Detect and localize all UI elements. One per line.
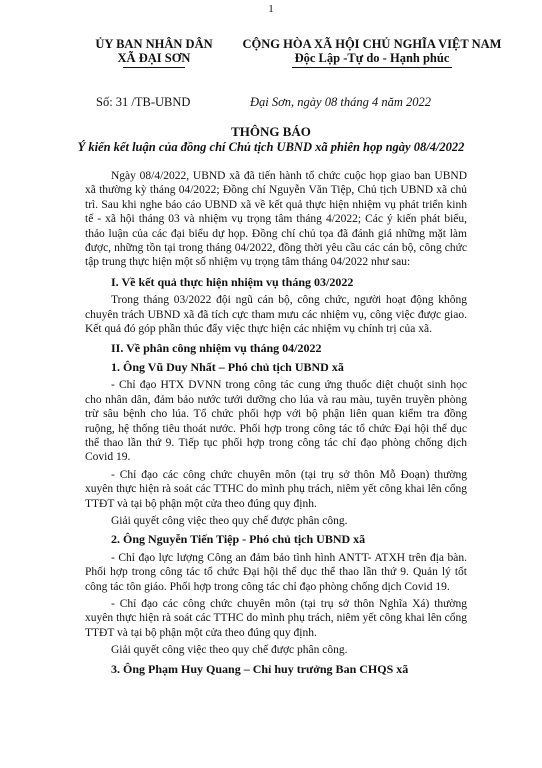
authority-name: ỦY BAN NHÂN DÂN (95, 37, 213, 51)
person-heading: 1. Ông Vũ Duy Nhất – Phó chủ tịch UBND xã (111, 359, 344, 374)
country-name: CỘNG HÒA XÃ HỘI CHỦ NGHĨA VIỆT NAM (242, 37, 502, 51)
section-paragraph: Trong tháng 03/2022 đội ngũ cán bộ, công chức, người hoạt động không chuyên trách UBND xã đã tích cực tham mưu các nhiệm vụ, công việc được giao. Kết quả đó góp phần thúc đẩy việc thực hiện các nhiệm vụ chính trị của xã. (85, 294, 467, 336)
task-paragraph: - Chỉ đạo HTX DVNN trong công tác cung ứng thuốc diệt chuột sinh học cho nhân dân, đảm bảo nước tưới dưỡng cho lúa và rau màu, tuyên truyền phòng trừ sâu bệnh cho lúa. Tổ chức phối hợp với bộ phận liên quan kiểm tra đồng ruộng, hệ thống tiêu thoát nước. Phối hợp trong công tác tổ chức Đại hội thể dục thể thao lần thứ 9. Tiếp tục phối hợp trong công tác chỉ đạo phòng chống dịch Covid 19. (85, 379, 467, 464)
page-number: 1 (268, 3, 274, 15)
person-heading: 3. Ông Phạm Huy Quang – Chỉ huy trưởng Ban CHQS xã (111, 661, 409, 676)
commune-name: XÃ ĐẠI SƠN (117, 51, 191, 65)
section-heading: I. Về kết quả thực hiện nhiệm vụ tháng 03/2022 (111, 274, 354, 289)
document-title: THÔNG BÁO (231, 124, 311, 139)
document-subtitle: Ý kiến kết luận của đồng chí Chủ tịch UBND xã phiên họp ngày 08/4/2022 (77, 140, 465, 154)
document-number: Số: 31 /TB-UBND (96, 95, 191, 109)
divider (123, 67, 185, 68)
person-heading: 2. Ông Nguyễn Tiến Tiệp - Phó chủ tịch UBND xã (111, 532, 366, 547)
document-date: Đại Sơn, ngày 08 tháng 4 năm 2022 (250, 95, 431, 109)
issuing-authority (74, 37, 234, 68)
task-paragraph: - Chỉ đạo lực lượng Công an đảm bảo tình hình ANTT- ATXH trên địa bàn. Phối hợp trong công tác tổ chức Đại hội thể dục thể thao lần thứ 9. Quản lý tốt công tác tôn giáo. Phối hợp trong công tác chỉ đạo phòng chống dịch Covid 19. (85, 551, 467, 593)
document-body (85, 169, 467, 680)
motto: Độc Lập -Tự do - Hạnh phúc (294, 51, 450, 65)
intro-paragraph: Ngày 08/4/2022, UBND xã đã tiến hành tổ chức cuộc họp giao ban UBND xã thường kỳ tháng 04/2022; Đồng chí Nguyễn Văn Tiệp, Chủ tịch UBND xã chủ trì. Sau khi nghe báo cáo UBND xã về kết quả thực hiện nhiệm vụ phát triển kinh tế - xã hội tháng 03 và nhiệm vụ trọng tâm tháng 4/2022; Các ý kiến phát biểu, thảo luận của các đại biểu dự họp. Đồng chí chủ tọa đã đánh giá những mặt làm được, những tồn tại trong tháng 04/2022, đồng thời yêu cầu các cán bộ, công chức tập trung thực hiện một số nhiệm vụ trọng tâm tháng 04/2022 như sau: (85, 170, 467, 269)
divider (292, 67, 452, 68)
section-heading: II. Về phân công nhiệm vụ tháng 04/2022 (111, 341, 322, 356)
task-paragraph: Giải quyết công việc theo quy chế được phân công. (111, 644, 348, 657)
task-paragraph: - Chỉ đạo các công chức chuyên môn (tại trụ sở thôn Mỗ Đoạn) thường xuyên thực hiện rà soát các TTHC do mình phụ trách, niêm yết công khai lên cổng TTĐT và tại bộ phận một cửa theo đúng quy định. (85, 468, 467, 510)
task-paragraph: - Chỉ đạo các công chức chuyên môn (tại trụ sở thôn Nghĩa Xá) thường xuyên thực hiện rà soát các TTHC do mình phụ trách, niêm yết công khai lên cổng TTĐT và tại bộ phận một cửa theo đúng quy định. (85, 597, 467, 639)
task-paragraph: Giải quyết công việc theo quy chế được phân công. (111, 514, 348, 527)
national-motto (222, 37, 522, 68)
